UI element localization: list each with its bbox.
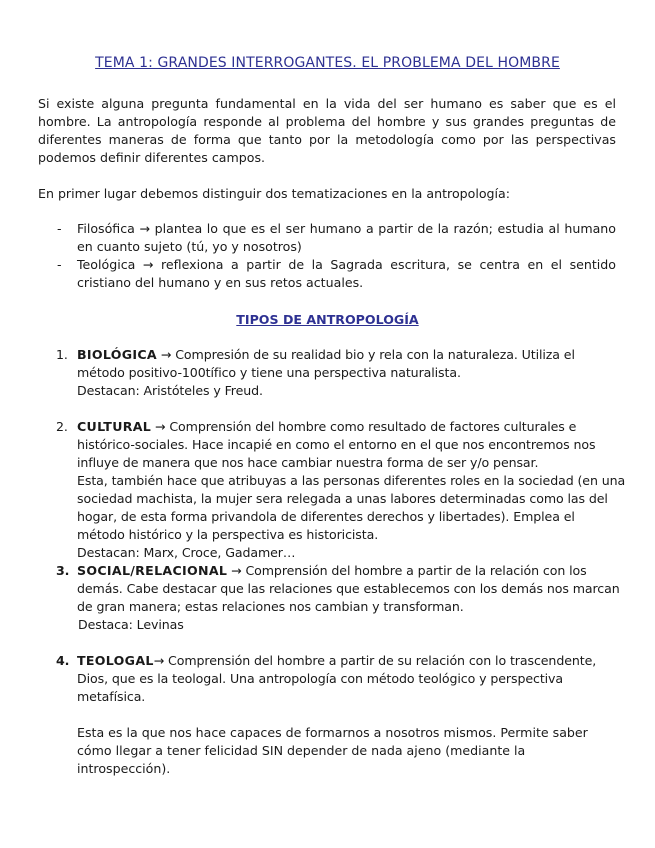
closing-paragraph: Esta es la que nos hace capaces de formarnos a nosotros mismos. Permite saber cómo llegar a tener felicidad SIN depender de nada ajeno (mediante la introspección).	[77, 725, 588, 776]
document-title: TEMA 1: GRANDES INTERROGANTES. EL PROBLEMA DEL HOMBRE	[95, 55, 560, 71]
type-extra: Esta, también hace que atribuyas a las personas diferentes roles en la sociedad (en una sociedad machista, la mujer sera relegada a unas labores determinadas como las del hogar, de esta forma privandola de diferentes derechos y libertades). Emplea el método histórico y la perspectiva es historicista.	[77, 473, 626, 542]
first-place-paragraph: En primer lugar debemos distinguir dos tematizaciones en la antropología:	[38, 186, 511, 201]
type-item-biologica	[56, 346, 626, 400]
dash-bullet: -	[57, 221, 62, 236]
type-extra: Destaca: Levinas	[78, 617, 184, 632]
type-extra: Destacan: Marx, Croce, Gadamer…	[77, 545, 296, 560]
type-name: BIOLÓGICA	[77, 347, 157, 362]
type-description	[77, 652, 626, 706]
list-item	[57, 220, 616, 256]
intro-paragraph: Si existe alguna pregunta fundamental en la vida del ser humano es saber que es el hombre. La antropología responde al problema del hombre y sus grandes preguntas de diferentes maneras de forma que tanto por la metodología como por las perspectivas podemos definir diferentes campos.	[38, 96, 616, 165]
type-number: 2.	[56, 419, 68, 434]
section-subtitle: TIPOS DE ANTROPOLOGÍA	[236, 312, 419, 327]
type-number: 3.	[56, 563, 70, 578]
type-description	[77, 418, 626, 472]
type-description	[77, 562, 626, 616]
dash-bullet: -	[57, 257, 62, 272]
type-number: 1.	[56, 347, 68, 362]
type-description	[77, 346, 626, 382]
type-item-social-relacional	[56, 562, 626, 634]
type-name: TEOLOGAL	[77, 653, 154, 668]
tematizacion-teologica: Teológica → reflexiona a partir de la Sagrada escritura, se centra en el sentido cristiano del humano y en sus retos actuales.	[77, 257, 616, 290]
type-desc-text: → Comprensión del hombre a partir de la relación con los demás. Cabe destacar que las relaciones que establecemos con los demás nos marcan de gran manera; estas relaciones nos cambian y transforman.	[77, 563, 620, 614]
type-desc-text: → Comprensión del hombre a partir de su relación con lo trascendente, Dios, que es la teologal. Una antropología con método teológico y perspectiva metafísica.	[77, 653, 597, 704]
type-name: CULTURAL	[77, 419, 152, 434]
list-item	[57, 256, 616, 292]
type-desc-text: → Comprensión del hombre como resultado de factores culturales e histórico-sociales. Hace incapié en como el entorno en el que nos encontremos nos influye de manera que nos hace cambiar nuestra forma de ser y/o pensar.	[77, 419, 596, 470]
type-name: SOCIAL/RELACIONAL	[77, 563, 228, 578]
type-desc-text: → Compresión de su realidad bio y rela con la naturaleza. Utiliza el método positivo-100tífico y tiene una perspectiva naturalista.	[77, 347, 575, 380]
type-extra: Destacan: Aristóteles y Freud.	[77, 383, 263, 398]
tematizaciones-list	[57, 220, 616, 292]
type-number: 4.	[56, 653, 70, 668]
type-item-cultural	[56, 418, 626, 562]
type-item-teologal	[56, 652, 626, 706]
tematizacion-filosofica: Filosófica → plantea lo que es el ser humano a partir de la razón; estudia al humano en cuanto sujeto (tú, yo y nosotros)	[77, 221, 616, 254]
